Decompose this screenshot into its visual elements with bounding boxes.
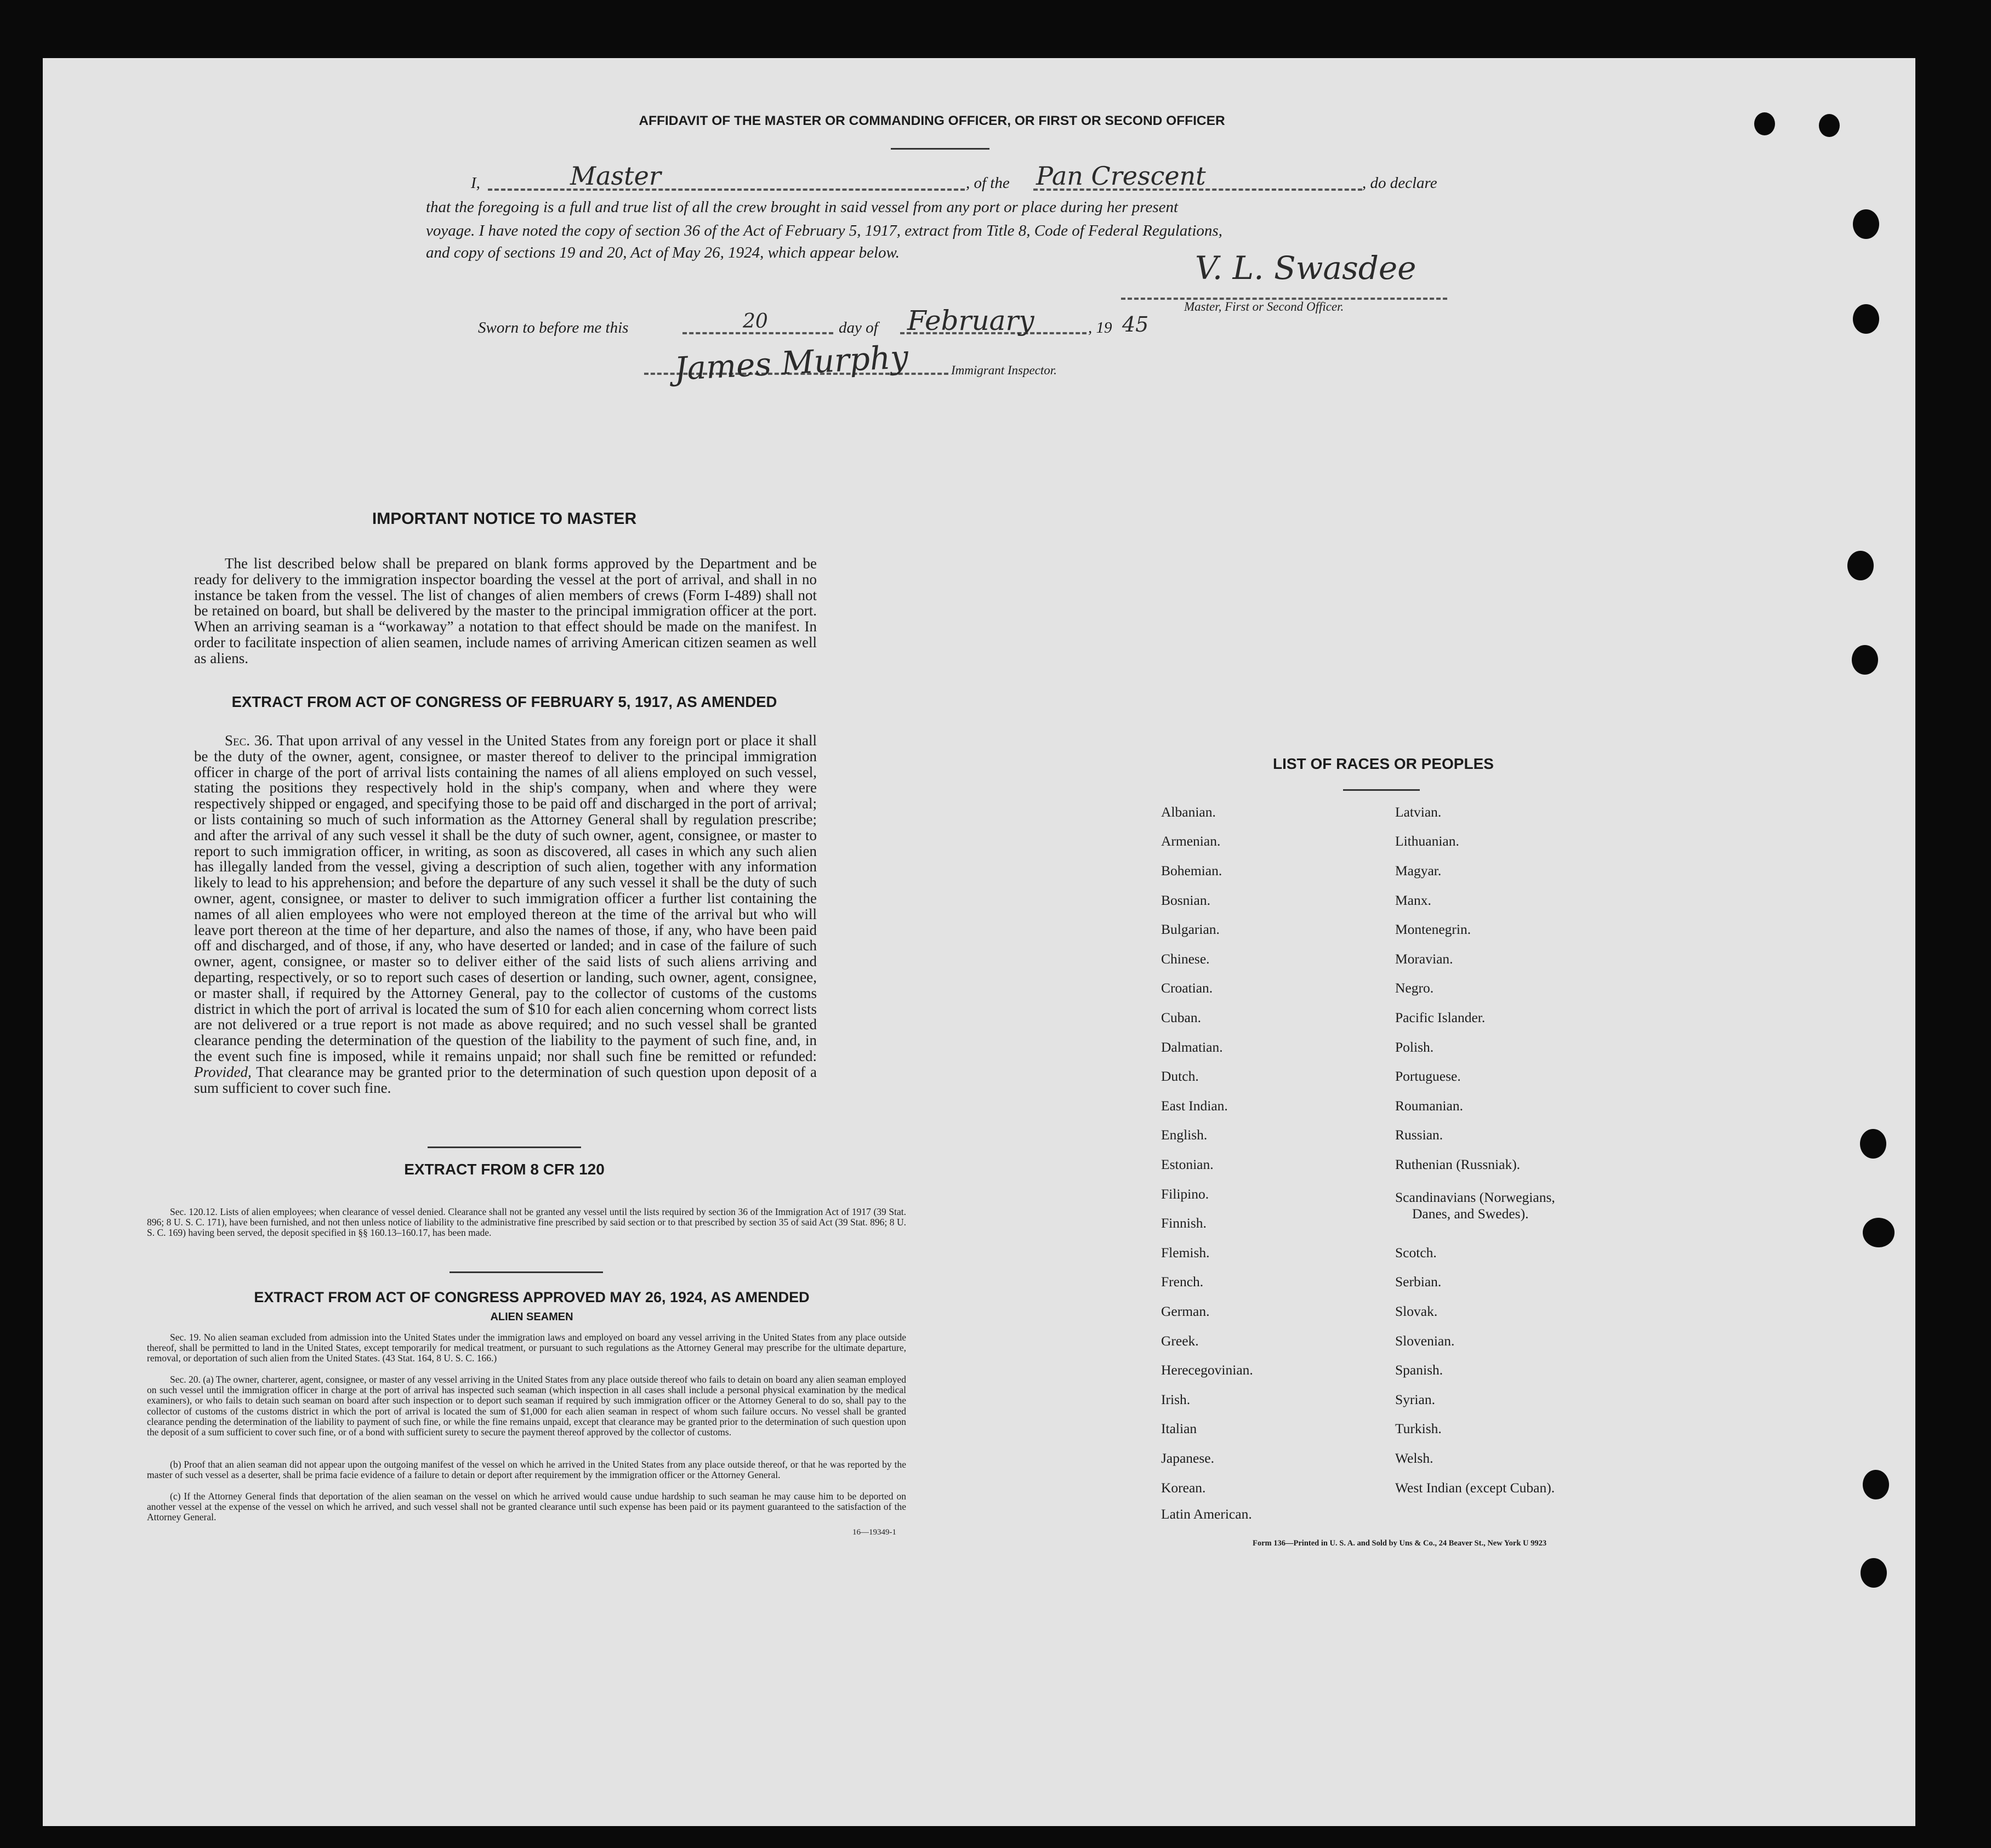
race-item: Russian. xyxy=(1395,1127,1443,1143)
race-item: Italian xyxy=(1161,1421,1197,1436)
name-dotted-line xyxy=(488,189,965,191)
form-footer-note: Form 136—Printed in U. S. A. and Sold by Uns & Co., 24 Beaver St., New York U 9923 xyxy=(1253,1539,1547,1548)
race-item: Scotch. xyxy=(1395,1245,1437,1260)
punch-hole xyxy=(1863,1470,1889,1499)
races-rule xyxy=(1343,789,1420,791)
race-item: Herecegovinian. xyxy=(1161,1362,1253,1378)
race-item: Finnish. xyxy=(1161,1215,1207,1231)
of-the-text: , of the xyxy=(966,174,1010,192)
section-36-text xyxy=(194,733,817,1096)
affidavit-prefix: I, xyxy=(471,174,480,192)
sworn-month-handwritten: February xyxy=(907,305,1034,336)
cfr-rule-top xyxy=(428,1147,581,1148)
section-19-text: Sec. 19. No alien seaman excluded from admission into the United States under the immigration laws and employed on board any vessel arriving in the United States from any place outside thereof, shall be permitted to land in the United States, except temporarily for medical treatment, or pursuant to such regulations as the Attorney General may prescribe for the ultimate departure, removal, or deportation of such alien from the United States. (43 Stat. 164, 8 U. S. C. 166.) xyxy=(147,1332,906,1364)
race-item: Filipino. xyxy=(1161,1186,1209,1202)
race-item: English. xyxy=(1161,1127,1208,1143)
race-item: Dutch. xyxy=(1161,1068,1199,1084)
sworn-year-prefix: , 19 xyxy=(1088,319,1112,336)
extract-1924-title: EXTRACT FROM ACT OF CONGRESS APPROVED MAY 26, 1924, AS AMENDED xyxy=(254,1289,810,1305)
race-item: Welsh. xyxy=(1395,1450,1433,1466)
race-item: Bulgarian. xyxy=(1161,921,1220,937)
punch-hole xyxy=(1852,645,1878,675)
race-item: Albanian. xyxy=(1161,804,1216,820)
race-item: Magyar. xyxy=(1395,863,1442,879)
section-20b-text: (b) Proof that an alien seaman did not appear upon the outgoing manifest of the vessel on which he arrived in the United States from any place outside thereof, or that he was reported by the master of such vessel as a deserter, shall be prima facie evidence of a failure to detain or deport after requirement by the immigration officer or the Attorney General. xyxy=(147,1459,906,1481)
sworn-day-handwritten: 20 xyxy=(743,310,768,333)
race-item: Croatian. xyxy=(1161,980,1213,996)
inspector-signature-handwritten: James Murphy xyxy=(673,338,909,388)
race-item: Portuguese. xyxy=(1395,1068,1461,1084)
race-item: Bosnian. xyxy=(1161,892,1210,908)
race-item: Slovenian. xyxy=(1395,1333,1455,1349)
race-item: Polish. xyxy=(1395,1039,1434,1055)
race-item: Serbian. xyxy=(1395,1274,1442,1290)
race-item: Spanish. xyxy=(1395,1362,1443,1378)
punch-hole xyxy=(1860,1129,1886,1159)
do-declare-text: , do declare xyxy=(1362,174,1437,192)
cfr-text: Sec. 120.12. Lists of alien employees; when clearance of vessel denied. Clearance shall not be granted any vessel until the lists required by section 36 of the Immigration Act of 1917 (39 Stat. 896; 8 U. S. C. 171), have been furnished, and not then unless notice of liability to the administrative fine prescribed by said section or to that prescribed by section 35 of said Act (39 Stat. 896; 8 U. S. C. 169) having been served, the deposit specified in §§ 160.13–160.17, has been made. xyxy=(147,1206,906,1239)
punch-hole xyxy=(1853,209,1879,239)
punch-hole xyxy=(1861,1558,1887,1588)
inspector-caption: Immigrant Inspector. xyxy=(951,363,1057,377)
race-item: Irish. xyxy=(1161,1391,1191,1407)
print-code: 16—19349-1 xyxy=(852,1528,896,1537)
alien-seamen-subtitle: ALIEN SEAMEN xyxy=(490,1311,573,1323)
title-rule xyxy=(891,148,989,150)
provided-label: Provided, xyxy=(194,1063,252,1080)
punch-hole xyxy=(1853,304,1879,334)
notice-title: IMPORTANT NOTICE TO MASTER xyxy=(372,510,637,528)
race-item: Greek. xyxy=(1161,1333,1199,1349)
race-item: Turkish. xyxy=(1395,1421,1442,1436)
races-title: LIST OF RACES OR PEOPLES xyxy=(1273,755,1494,772)
race-item: Bohemian. xyxy=(1161,863,1222,879)
officer-signature-handwritten: V. L. Swasdee xyxy=(1195,249,1417,287)
race-item: Negro. xyxy=(1395,980,1434,996)
race-item: Cuban. xyxy=(1161,1009,1201,1025)
sworn-prefix: Sworn to before me this xyxy=(478,319,629,336)
section-20a-text: Sec. 20. (a) The owner, charterer, agent, consignee, or master of any vessel arriving in the United States from any place outside thereof who fails to detain on board any alien seaman employed on such vessel until the immigration officer in charge at the port of arrival has inspected such seaman (which inspection in all cases shall include a personal physical examination by the medical examiners), or who fails to detain such seaman on board after such inspection or to deport such seaman if required by such immigration officer or the Attorney General to do so, shall pay to the collector of customs of the customs district in which the port of arrival is located the sum of $1,000 for each alien seaman in respect of whom such failure occurs. No vessel shall be granted clearance pending the determination of the liability to payment of such fine, or while the fine remains unpaid, except that clearance may be granted prior to the determination of such question upon the deposit of a sum sufficient to cover such fine, or of a bond with sufficient surety to secure the payment thereof approved by the collector of customs. xyxy=(147,1374,906,1438)
race-item: Montenegrin. xyxy=(1395,921,1471,937)
cfr-title: EXTRACT FROM 8 CFR 120 xyxy=(404,1161,605,1178)
affidavit-title: AFFIDAVIT OF THE MASTER OR COMMANDING OFFICER, OR FIRST OR SECOND OFFICER xyxy=(639,113,1225,128)
punch-hole xyxy=(1819,114,1840,137)
notice-text: The list described below shall be prepared on blank forms approved by the Department and be ready for delivery to the immigration inspector boarding the vessel at the port of arrival, and shall in no instance be taken from the vessel. The list of changes of alien members of crews (Form I-489) shall not be retained on board, but shall be delivered by the master to the principal immigration officer at the port. When an arriving seaman is a “workaway” a notation to that effect should be made on the manifest. In order to facilitate inspection of alien seamen, include names of arriving American citizen seamen as well as aliens. xyxy=(194,555,817,666)
race-item: Ruthenian (Russniak). xyxy=(1395,1156,1521,1172)
punch-hole xyxy=(1863,1218,1895,1247)
race-item: Manx. xyxy=(1395,892,1431,908)
section-20c-text: (c) If the Attorney General finds that deportation of the alien seaman on the vessel on which he arrived would cause undue hardship to such seaman he may cause him to be deported on another vessel at the expense of the vessel on which he arrived, and such vessel shall not be granted clearance until such expense has been paid or its payment guaranteed to the satisfaction of the Attorney General. xyxy=(147,1491,906,1523)
cfr-rule-bottom xyxy=(450,1271,603,1273)
race-item: French. xyxy=(1161,1274,1204,1290)
signature-caption: Master, First or Second Officer. xyxy=(1184,300,1344,313)
affidavit-line-4: and copy of sections 19 and 20, Act of May 26, 1924, which appear below. xyxy=(426,244,900,261)
race-item: Slovak. xyxy=(1395,1303,1438,1319)
extract-1917-title: EXTRACT FROM ACT OF CONGRESS OF FEBRUARY 5, 1917, AS AMENDED xyxy=(231,693,777,710)
affidavit-line-3: voyage. I have noted the copy of section 36 of the Act of February 5, 1917, extract from Title 8, Code of Federal Regulations, xyxy=(426,222,1222,239)
race-item: Dalmatian. xyxy=(1161,1039,1223,1055)
master-name-handwritten: Master xyxy=(570,161,661,191)
race-item: Armenian. xyxy=(1161,833,1221,849)
vessel-name-handwritten: Pan Crescent xyxy=(1036,161,1206,191)
section-36-body: That upon arrival of any vessel in the United States from any foreign port or place it shall be the duty of the owner, agent, consignee, or master thereof to deliver to the principal immigration officer in charge of the port of arrival lists containing the names of all aliens employed on such vessel, stating the positions they respectively hold in the ship's company, when and where they were respectively shipped or engaged, and specifying those to be paid off and discharged in the port of arrival; or lists containing so much of such information as the Attorney General shall by regulation prescribe; and after the arrival of any such vessel it shall be the duty of such owner, agent, consignee, or master to report to such immigration officer, in writing, as soon as discovered, all cases in which any such alien has illegally landed from the vessel, giving a description of such alien, together with any information likely to lead to his apprehension; and before the departure of any such vessel it shall be the duty of such owner, agent, consignee, or master to deliver to such immigration officer a further list containing the names of all alien employees who were not employed thereon at the time of the arrival but who will leave port thereon at the time of her departure, and also the names of those, if any, who have been paid off and discharged, and of those, if any, who have deserted or landed; and in case of the failure of such owner, agent, consignee, or master so to deliver either of the said lists of such aliens arriving and departing, respectively, or so to report such cases of desertion or landing, such owner, agent, consignee, or master shall, if required by the Attorney General, pay to the collector of customs of the customs district in which the port of arrival is located the sum of $10 for each alien concerning whom correct lists are not delivered or a true report is not made as above required; and no such vessel shall be granted clearance pending the determination of the question of the liability to the payment of such fine, and, in the event such fine is imposed, while it remains unpaid; nor shall such fine be remitted or refunded: xyxy=(194,732,817,1064)
provided-text: That clearance may be granted prior to the determination of such question upon deposit of a sum sufficient to cover such fine. xyxy=(194,1063,817,1096)
affidavit-line-2: that the foregoing is a full and true list of all the crew brought in said vessel from any port or place during her present xyxy=(426,198,1179,216)
race-item: Syrian. xyxy=(1395,1391,1435,1407)
sworn-day-of: day of xyxy=(839,319,878,336)
race-item: Lithuanian. xyxy=(1395,833,1459,849)
race-item: West Indian (except Cuban). xyxy=(1395,1480,1555,1496)
race-item: Estonian. xyxy=(1161,1156,1214,1172)
race-item: Flemish. xyxy=(1161,1245,1210,1260)
race-item: Japanese. xyxy=(1161,1450,1214,1466)
race-item: Roumanian. xyxy=(1395,1098,1463,1114)
punch-hole xyxy=(1847,551,1874,580)
race-item: Latin American. xyxy=(1161,1506,1252,1522)
section-36-label: Sec. 36. xyxy=(225,732,273,749)
race-item: Korean. xyxy=(1161,1480,1206,1496)
race-item: Moravian. xyxy=(1395,951,1453,967)
race-item: Latvian. xyxy=(1395,804,1442,820)
race-item: Pacific Islander. xyxy=(1395,1009,1486,1025)
race-item: Chinese. xyxy=(1161,951,1210,967)
punch-hole xyxy=(1754,112,1775,135)
sworn-year-handwritten: 45 xyxy=(1122,312,1149,336)
race-item: German. xyxy=(1161,1303,1210,1319)
race-item-continuation: Danes, and Swedes). xyxy=(1412,1206,1529,1222)
race-item: Scandinavians (Norwegians, xyxy=(1395,1189,1555,1205)
race-item: East Indian. xyxy=(1161,1098,1228,1114)
